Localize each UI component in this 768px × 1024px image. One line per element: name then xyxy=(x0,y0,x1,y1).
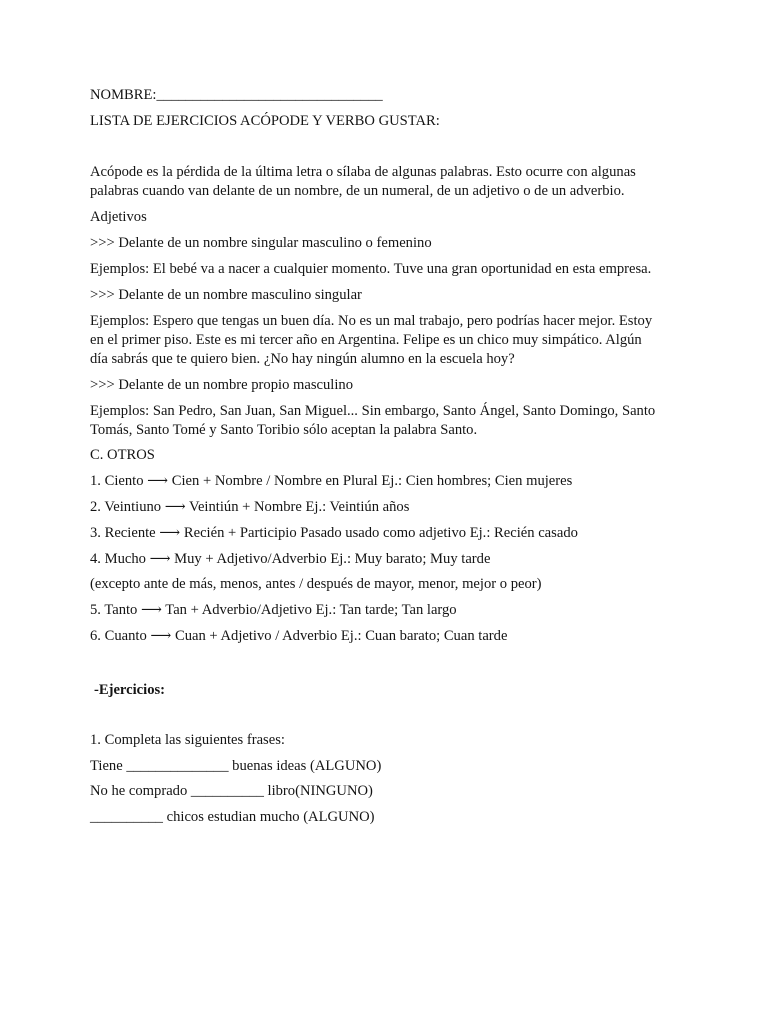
otros-note: (excepto ante de más, menos, antes / después de mayor, menor, mejor o peor) xyxy=(90,576,542,592)
intro-line-2: palabras cuando van delante de un nombre, de un numeral, de un adjetivo o de un adverbio. xyxy=(90,183,625,199)
name-field-line: NOMBRE:_______________________________ xyxy=(90,87,383,103)
otros-item-6: 6. Cuanto ⟶ Cuan + Adjetivo / Adverbio Ej.: Cuan barato; Cuan tarde xyxy=(90,628,508,644)
examples-2-line-1: Ejemplos: Espero que tengas un buen día. No es un mal trabajo, pero podrías hacer mejor. Estoy xyxy=(90,313,653,329)
rule-1: >>> Delante de un nombre singular masculino o femenino xyxy=(90,235,432,251)
otros-item-3: 3. Reciente ⟶ Recién + Participio Pasado usado como adjetivo Ej.: Recién casado xyxy=(90,525,578,541)
examples-2-line-3: día sabrás que te quiero bien. ¿No hay ningún alumno en la escuela hoy? xyxy=(90,351,515,367)
examples-3-line-2: Tomás, Santo Tomé y Santo Toribio sólo aceptan la palabra Santo. xyxy=(90,422,478,438)
otros-item-1: 1. Ciento ⟶ Cien + Nombre / Nombre en Plural Ej.: Cien hombres; Cien mujeres xyxy=(90,473,573,489)
exercise-1-item-1: Tiene ______________ buenas ideas (ALGUNO) xyxy=(90,758,382,774)
ejercicios-heading: -Ejercicios: xyxy=(94,682,166,698)
exercise-1-title: 1. Completa las siguientes frases: xyxy=(90,732,285,748)
examples-2-line-2: en el primer piso. Este es mi tercer año en Argentina. Felipe es un chico muy simpático. Algún xyxy=(90,332,642,348)
document-title: LISTA DE EJERCICIOS ACÓPODE Y VERBO GUSTAR: xyxy=(90,113,440,129)
otros-item-4: 4. Mucho ⟶ Muy + Adjetivo/Adverbio Ej.: Muy barato; Muy tarde xyxy=(90,551,491,567)
otros-item-2: 2. Veintiuno ⟶ Veintiún + Nombre Ej.: Veintiún años xyxy=(90,499,410,515)
exercise-1-item-3: __________ chicos estudian mucho (ALGUNO) xyxy=(90,809,375,825)
rule-2: >>> Delante de un nombre masculino singular xyxy=(90,287,362,303)
otros-heading: C. OTROS xyxy=(90,447,155,463)
intro-line-1: Acópode es la pérdida de la última letra o sílaba de algunas palabras. Esto ocurre con algunas xyxy=(90,164,636,180)
rule-3: >>> Delante de un nombre propio masculino xyxy=(90,377,353,393)
examples-3-line-1: Ejemplos: San Pedro, San Juan, San Miguel... Sin embargo, Santo Ángel, Santo Domingo, Santo xyxy=(90,403,656,419)
otros-item-5: 5. Tanto ⟶ Tan + Adverbio/Adjetivo Ej.: Tan tarde; Tan largo xyxy=(90,602,457,618)
exercise-1-item-2: No he comprado __________ libro(NINGUNO) xyxy=(90,783,373,799)
adjetivos-heading: Adjetivos xyxy=(90,209,147,225)
examples-1: Ejemplos: El bebé va a nacer a cualquier momento. Tuve una gran oportunidad en esta empresa. xyxy=(90,261,652,277)
